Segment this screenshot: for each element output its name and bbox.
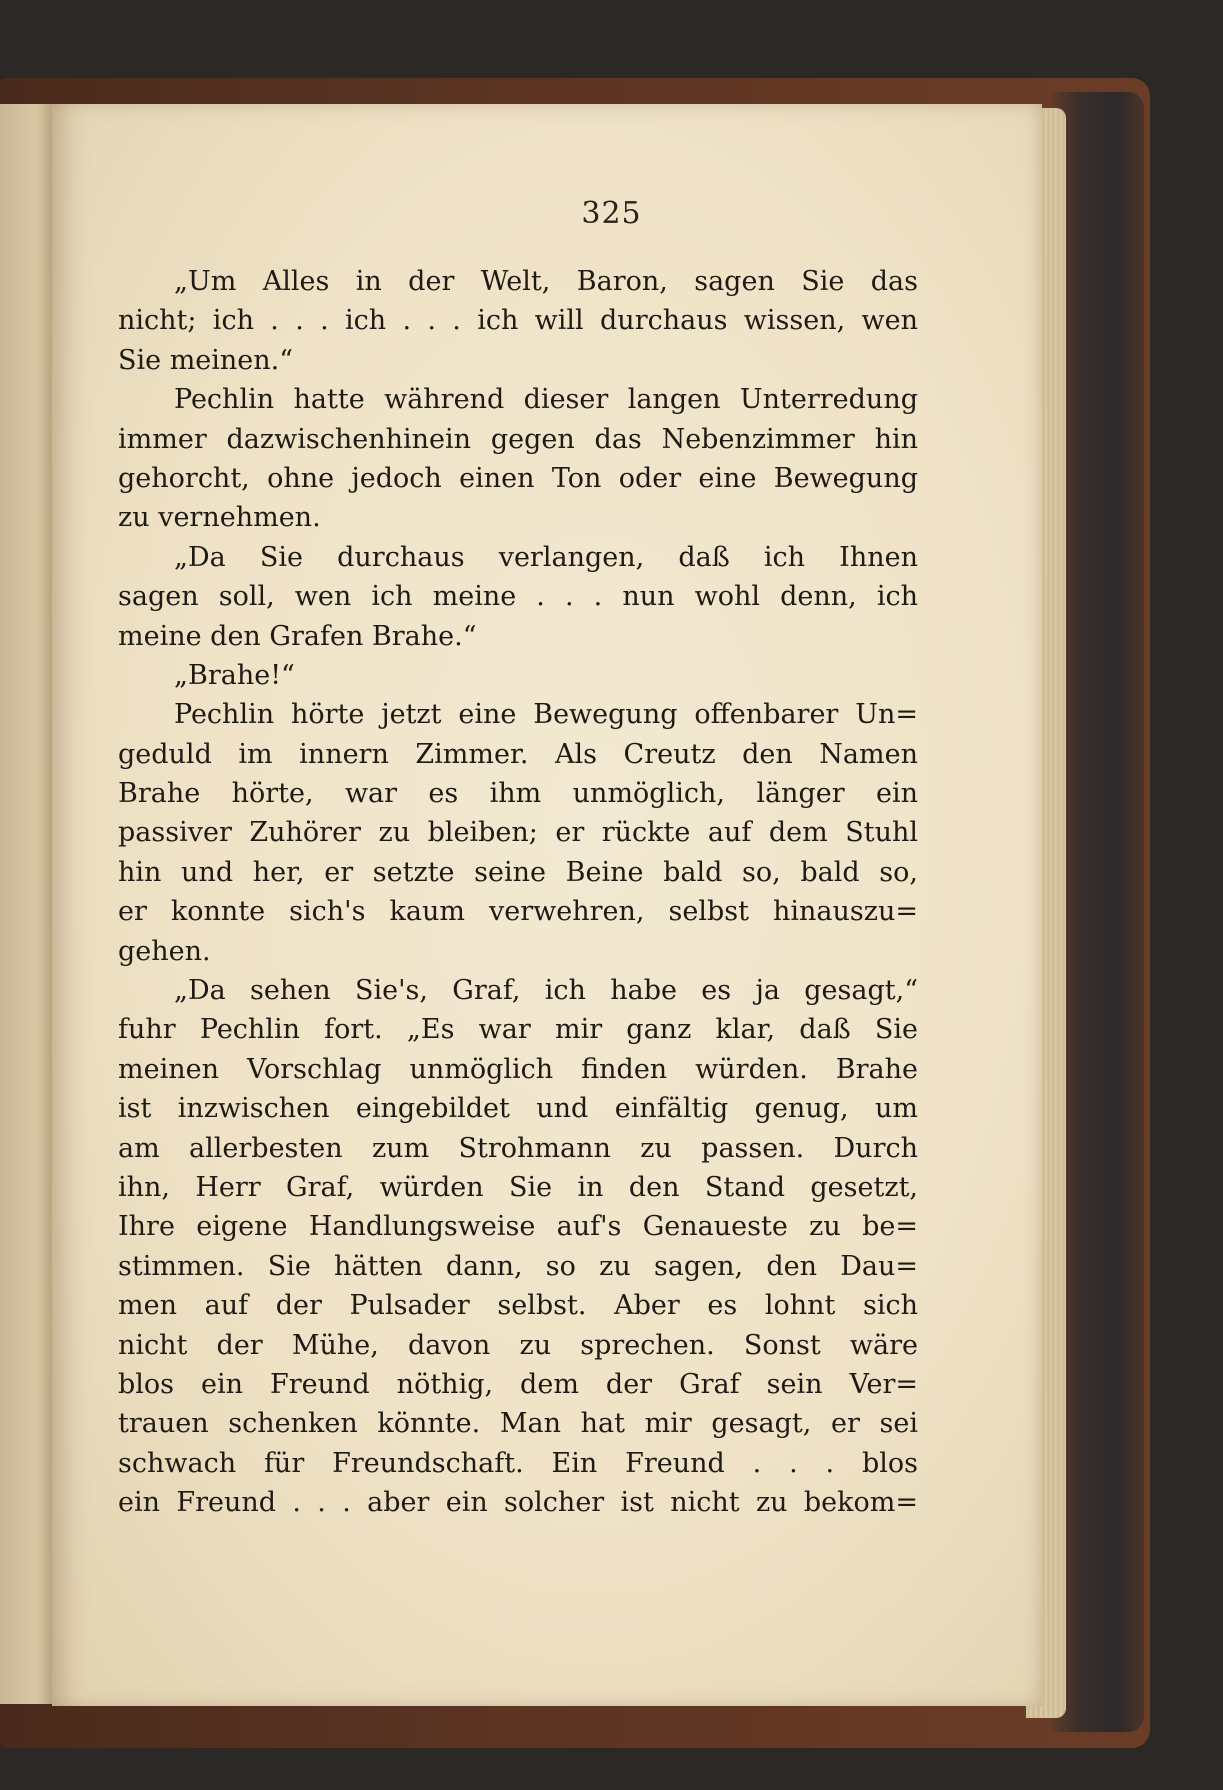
text-line: Sie meinen.“ bbox=[118, 344, 294, 376]
page-body-text bbox=[118, 262, 918, 1523]
text-line: hin und her, er setzte seine Beine bald so, bald so, bbox=[118, 856, 918, 888]
text-line: ihn, Herr Graf, würden Sie in den Stand gesetzt, bbox=[118, 1171, 918, 1203]
text-line: schwach für Freundschaft. Ein Freund . . . blos bbox=[118, 1447, 918, 1479]
text-line: sagen soll, wen ich meine . . . nun wohl denn, ich bbox=[118, 581, 918, 613]
text-line: nicht; ich . . . ich . . . ich will durchaus wissen, wen bbox=[118, 305, 918, 337]
text-line: gehorcht, ohne jedoch einen Ton oder eine Bewegung bbox=[118, 462, 918, 494]
text-line: trauen schenken könnte. Man hat mir gesagt, er sei bbox=[118, 1408, 918, 1440]
text-line: blos ein Freund nöthig, dem der Graf sein Ver= bbox=[118, 1368, 918, 1400]
text-line: „Brahe!“ bbox=[174, 659, 295, 691]
text-line: fuhr Pechlin fort. „Es war mir ganz klar, daß Sie bbox=[118, 1014, 918, 1046]
text-line: Brahe hörte, war es ihm unmöglich, länger ein bbox=[118, 778, 918, 810]
text-line: immer dazwischenhinein gegen das Nebenzimmer hin bbox=[118, 423, 918, 455]
text-line: „Da sehen Sie's, Graf, ich habe es ja gesagt,“ bbox=[174, 975, 918, 1007]
page-number: 325 bbox=[581, 196, 642, 231]
text-line: geduld im innern Zimmer. Als Creutz den Namen bbox=[118, 738, 918, 770]
text-line: ist inzwischen eingebildet und einfältig genug, um bbox=[118, 1093, 918, 1125]
text-line: men auf der Pulsader selbst. Aber es lohnt sich bbox=[118, 1290, 918, 1322]
text-line: zu vernehmen. bbox=[118, 502, 321, 534]
text-line: passiver Zuhörer zu bleiben; er rückte auf dem Stuhl bbox=[118, 817, 918, 849]
text-line: ein Freund . . . aber ein solcher ist nicht zu bekom= bbox=[118, 1487, 918, 1519]
text-line: Pechlin hörte jetzt eine Bewegung offenbarer Un= bbox=[174, 699, 918, 731]
text-line: meine den Grafen Brahe.“ bbox=[118, 620, 477, 652]
text-line: gehen. bbox=[118, 935, 211, 967]
text-line: nicht der Mühe, davon zu sprechen. Sonst wäre bbox=[118, 1329, 918, 1361]
text-line: am allerbesten zum Strohmann zu passen. Durch bbox=[118, 1132, 918, 1164]
text-line: er konnte sich's kaum verwehren, selbst hinauszu= bbox=[118, 896, 918, 928]
text-line: „Um Alles in der Welt, Baron, sagen Sie das bbox=[174, 266, 918, 297]
text-line: meinen Vorschlag unmöglich finden würden. Brahe bbox=[118, 1053, 918, 1085]
text-line: „Da Sie durchaus verlangen, daß ich Ihnen bbox=[174, 541, 918, 573]
text-line: stimmen. Sie hätten dann, so zu sagen, den Dau= bbox=[118, 1250, 918, 1282]
facing-page-edge bbox=[0, 104, 52, 1704]
text-line: Ihre eigene Handlungsweise auf's Genaueste zu be= bbox=[118, 1211, 918, 1243]
text-line: Pechlin hatte während dieser langen Unterredung bbox=[174, 384, 918, 416]
